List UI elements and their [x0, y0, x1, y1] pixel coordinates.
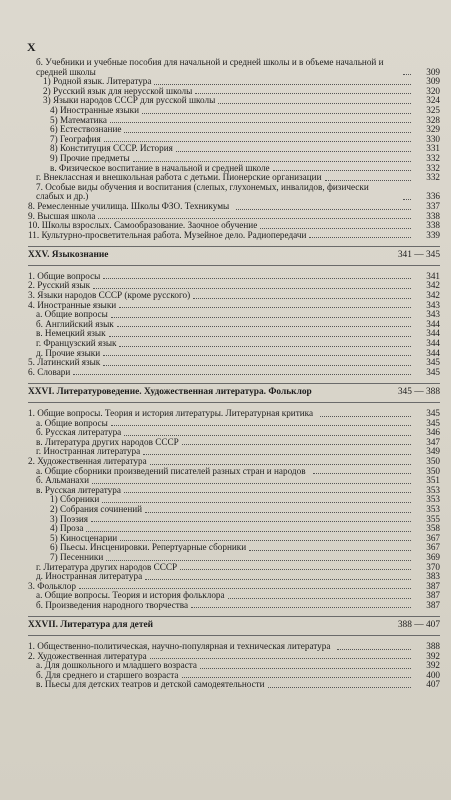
toc-entry: 8. Ремесленные училища. Школы ФЗО. Техникумы 337 [28, 200, 440, 211]
toc-entry: г. Иностранная литература 349 [36, 446, 440, 457]
toc-entry: 7. Особые виды обучения и воспитания (слепых, глухонемых, инвалидов, физически слабых и др.) 336 [36, 181, 440, 202]
toc-entry: д. Прочие языки 344 [36, 347, 440, 358]
toc-entry: 3) Поэзия 355 [50, 513, 440, 524]
toc-entry: 4. Иностранные языки 343 [28, 299, 440, 310]
toc-entry: в. Физическое воспитание в начальной и средней школе 332 [50, 162, 440, 173]
toc-entry: в. Немецкий язык 344 [36, 328, 440, 339]
toc-entry: 5. Латинский язык 345 [28, 357, 440, 368]
toc-entry: 3. Языки народов СССР (кроме русского) 342 [28, 290, 440, 301]
toc-entry: а. Общие вопросы 343 [36, 309, 440, 320]
toc-entry: 1. Общие вопросы. Теория и история литературы. Литературная критика 345 [28, 408, 440, 418]
toc-entry: 2) Собрания сочинений 353 [50, 503, 440, 514]
toc-entry: а. Общие вопросы 345 [36, 417, 440, 428]
toc-entry: 11. Культурно-просветительная работа. Музейное дело. Радиопередачи 339 [28, 229, 440, 240]
toc-entry: 9. Высшая школа 338 [28, 210, 440, 221]
toc-entry: 7) География 330 [50, 133, 440, 144]
section-heading: XXVII. Литература для детей 388 — 407 [28, 616, 440, 636]
section-heading: XXVI. Литературоведение. Художественная литература. Фольклор 345 — 388 [28, 383, 440, 403]
toc-entry: б. Английский язык 344 [36, 318, 440, 329]
toc-entry: а. Для дошкольного и младшего возраста 392 [36, 660, 440, 671]
toc-entry: 6) Естествознание 329 [50, 124, 440, 135]
toc-entry: а. Общие сборники произведений писателей разных стран и народов 350 [36, 465, 440, 476]
toc-entry: б. Учебники и учебные пособия для начальной и средней школы и в объеме начальной и средней школы 309 [36, 57, 440, 77]
toc-entry: 10. Школы взрослых. Самообразование. Заочное обучение 338 [28, 220, 440, 231]
toc-entry: г. Французский язык 344 [36, 338, 440, 349]
section-heading: XXV. Языкознание 341 — 345 [28, 246, 440, 266]
table-of-contents [28, 58, 440, 690]
toc-entry: 1) Сборники 353 [50, 494, 440, 505]
toc-entry: г. Внеклассная и внешкольная работа с детьми. Пионерские организации 332 [36, 172, 440, 183]
toc-entry: 3) Языки народов СССР для русской школы 324 [43, 95, 440, 106]
toc-entry: 6. Словари 345 [28, 366, 440, 377]
toc-entry: 1. Общие вопросы 341 [28, 270, 440, 281]
toc-entry: 4) Иностранные языки 325 [50, 104, 440, 115]
toc-entry: б. Для среднего и старшего возраста 400 [36, 669, 440, 680]
toc-entry: 5) Математика 328 [50, 114, 440, 125]
toc-entry: 3. Фольклор 387 [28, 580, 440, 591]
toc-entry: б. Альманахи 351 [36, 475, 440, 486]
toc-entry: 7) Песенники 369 [50, 551, 440, 562]
toc-entry: 1. Общественно-политическая, научно-популярная и техническая литература 388 [28, 641, 440, 652]
toc-entry: 2. Русский язык 342 [28, 280, 440, 291]
toc-entry: в. Пьесы для детских театров и детской самодеятельности 407 [36, 679, 440, 690]
toc-entry: 8) Конституция СССР. История 331 [50, 143, 440, 154]
toc-entry: г. Литература других народов СССР 370 [36, 561, 440, 572]
toc-entry: 2. Художественная литература 350 [28, 455, 440, 466]
toc-entry: д. Иностранная литература 383 [36, 571, 440, 582]
toc-entry: б. Русская литература 346 [36, 427, 440, 438]
toc-entry: б. Произведения народного творчества 387 [36, 599, 440, 610]
toc-entry: в. Русская литература 353 [36, 484, 440, 495]
toc-entry: 5) Киносценарии 367 [50, 532, 440, 543]
toc-entry: 1) Родной язык. Литература 309 [43, 76, 440, 87]
page-number: X [27, 40, 36, 54]
toc-entry: 9) Прочие предметы 332 [50, 152, 440, 163]
toc-entry: в. Литература других народов СССР 347 [36, 436, 440, 447]
toc-entry: 6) Пьесы. Инсценировки. Репертуарные сборники 367 [50, 542, 440, 553]
toc-entry: а. Общие вопросы. Теория и история фольклора 387 [36, 590, 440, 601]
toc-entry: 2. Художественная литература 392 [28, 650, 440, 661]
toc-entry: 2) Русский язык для нерусской школы 320 [43, 85, 440, 96]
toc-entry: 4) Проза 358 [50, 523, 440, 534]
